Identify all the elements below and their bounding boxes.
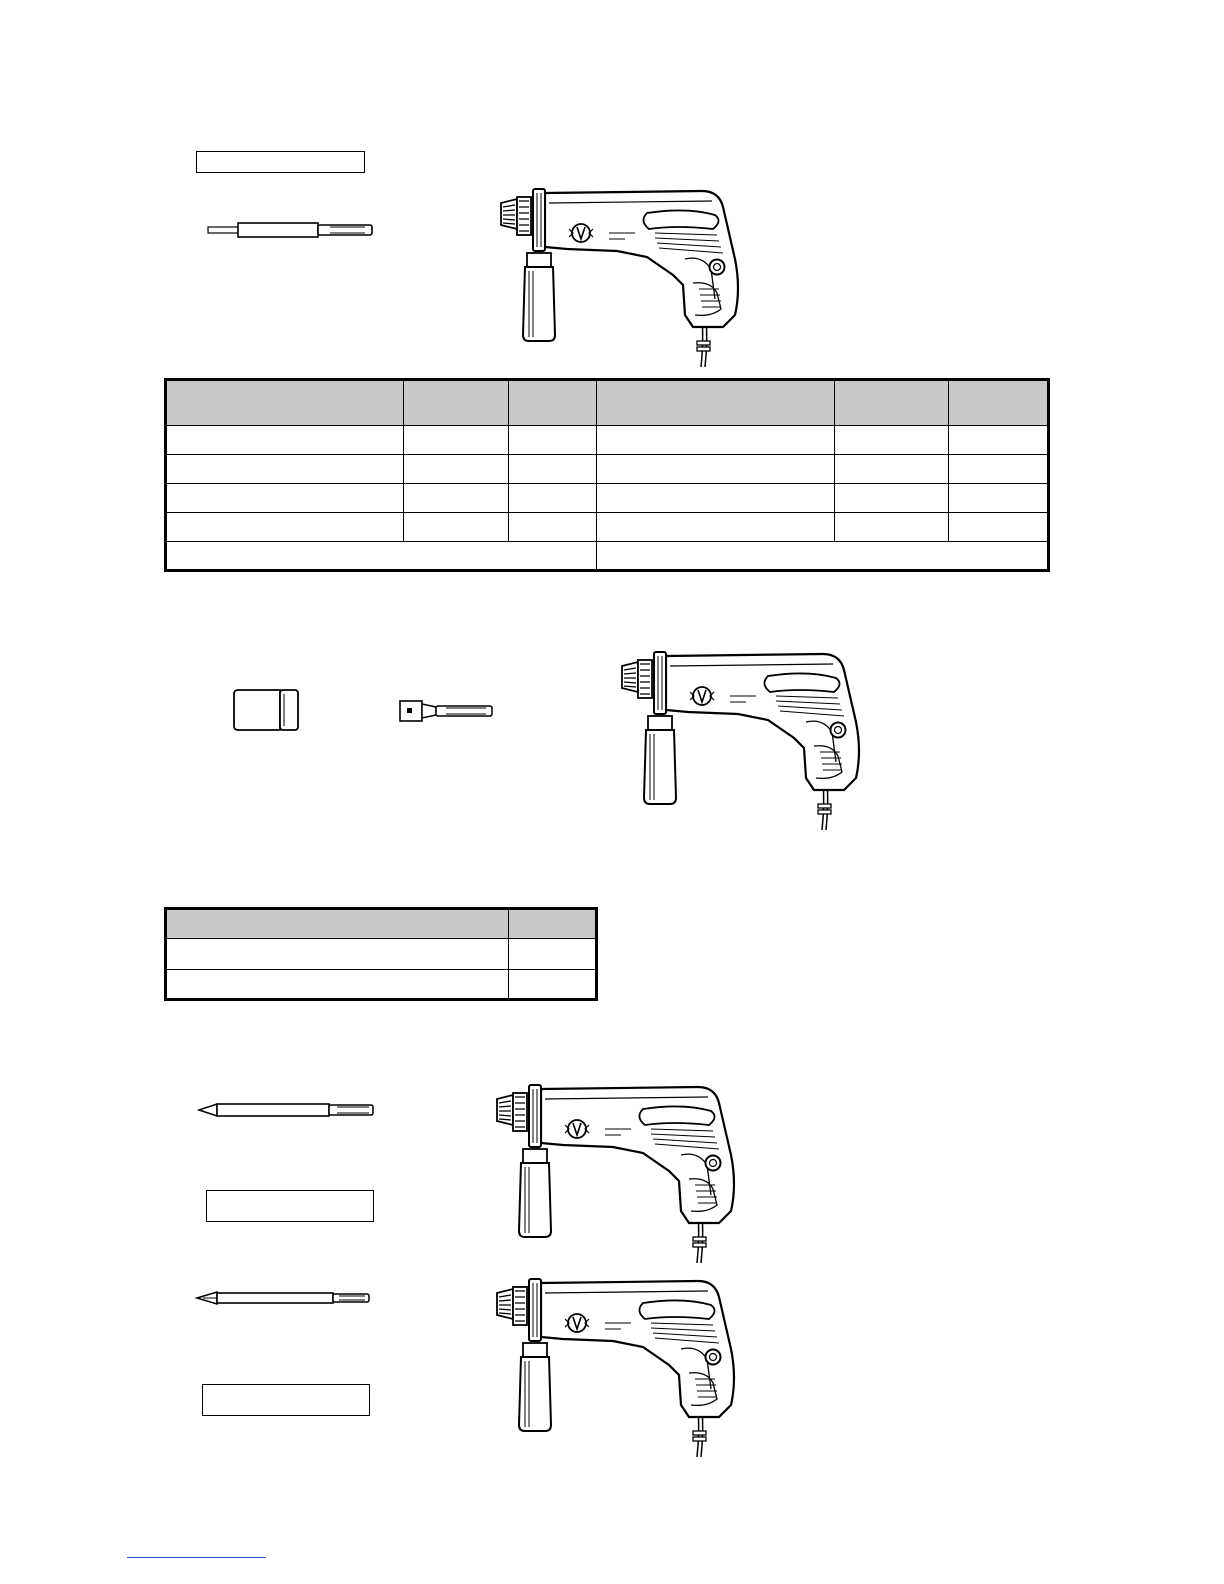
- table-cell: [166, 455, 404, 484]
- pointed-chisel-icon: [197, 1100, 377, 1120]
- table-cell: [597, 484, 835, 513]
- label-box-pointed-chisel: [206, 1190, 374, 1222]
- rotary-hammer-icon: [497, 189, 747, 374]
- table-row: [166, 969, 597, 999]
- table-header-cell: [949, 380, 1049, 426]
- table-cell: [509, 969, 597, 999]
- table-cell: [166, 542, 597, 571]
- table-row: [166, 426, 1049, 455]
- table-cell: [404, 426, 509, 455]
- table-cell: [949, 455, 1049, 484]
- table-cell: [597, 542, 1049, 571]
- table-header-cell: [835, 380, 949, 426]
- table-header-cell: [404, 380, 509, 426]
- rotary-hammer-icon: [618, 652, 868, 837]
- table-header-row: [166, 380, 1049, 426]
- table-cell: [509, 426, 597, 455]
- footer-link-underline[interactable]: [127, 1557, 266, 1558]
- table-header-row: [166, 909, 597, 939]
- table-cell: [509, 484, 597, 513]
- table-cell: [835, 426, 949, 455]
- table-row: [166, 484, 1049, 513]
- table-row: [166, 455, 1049, 484]
- socket-icon: [232, 688, 302, 734]
- table-cell: [166, 484, 404, 513]
- rotary-hammer-icon: [493, 1085, 743, 1270]
- table-cell: [835, 455, 949, 484]
- table-cell: [509, 939, 597, 969]
- table-cell: [166, 426, 404, 455]
- flat-chisel-icon: [195, 1290, 375, 1306]
- table-cell: [597, 426, 835, 455]
- table-header-cell: [597, 380, 835, 426]
- table-cell: [166, 513, 404, 542]
- label-box-sds-adapter: [196, 151, 365, 173]
- table-cell: [166, 939, 509, 969]
- table-cell: [166, 969, 509, 999]
- table-header-cell: [509, 380, 597, 426]
- table-cell: [597, 455, 835, 484]
- spec-table-top: [164, 378, 1050, 572]
- sds-adapter-icon: [205, 219, 375, 241]
- table-cell: [949, 513, 1049, 542]
- table-row: [166, 939, 597, 969]
- socket-adapter-icon: [398, 698, 498, 724]
- rotary-hammer-icon: [493, 1279, 743, 1464]
- table-cell: [404, 513, 509, 542]
- table-cell: [509, 455, 597, 484]
- table-cell: [949, 484, 1049, 513]
- table-header-cell: [509, 909, 597, 939]
- spec-table-middle: [164, 907, 598, 1001]
- table-header-cell: [166, 380, 404, 426]
- table-cell: [509, 513, 597, 542]
- table-cell: [835, 513, 949, 542]
- table-cell: [404, 455, 509, 484]
- table-row: [166, 513, 1049, 542]
- table-cell: [949, 426, 1049, 455]
- table-header-cell: [166, 909, 509, 939]
- table-cell: [597, 513, 835, 542]
- label-box-flat-chisel: [202, 1384, 370, 1416]
- table-cell: [835, 484, 949, 513]
- table-cell: [404, 484, 509, 513]
- table-footer-row: [166, 542, 1049, 571]
